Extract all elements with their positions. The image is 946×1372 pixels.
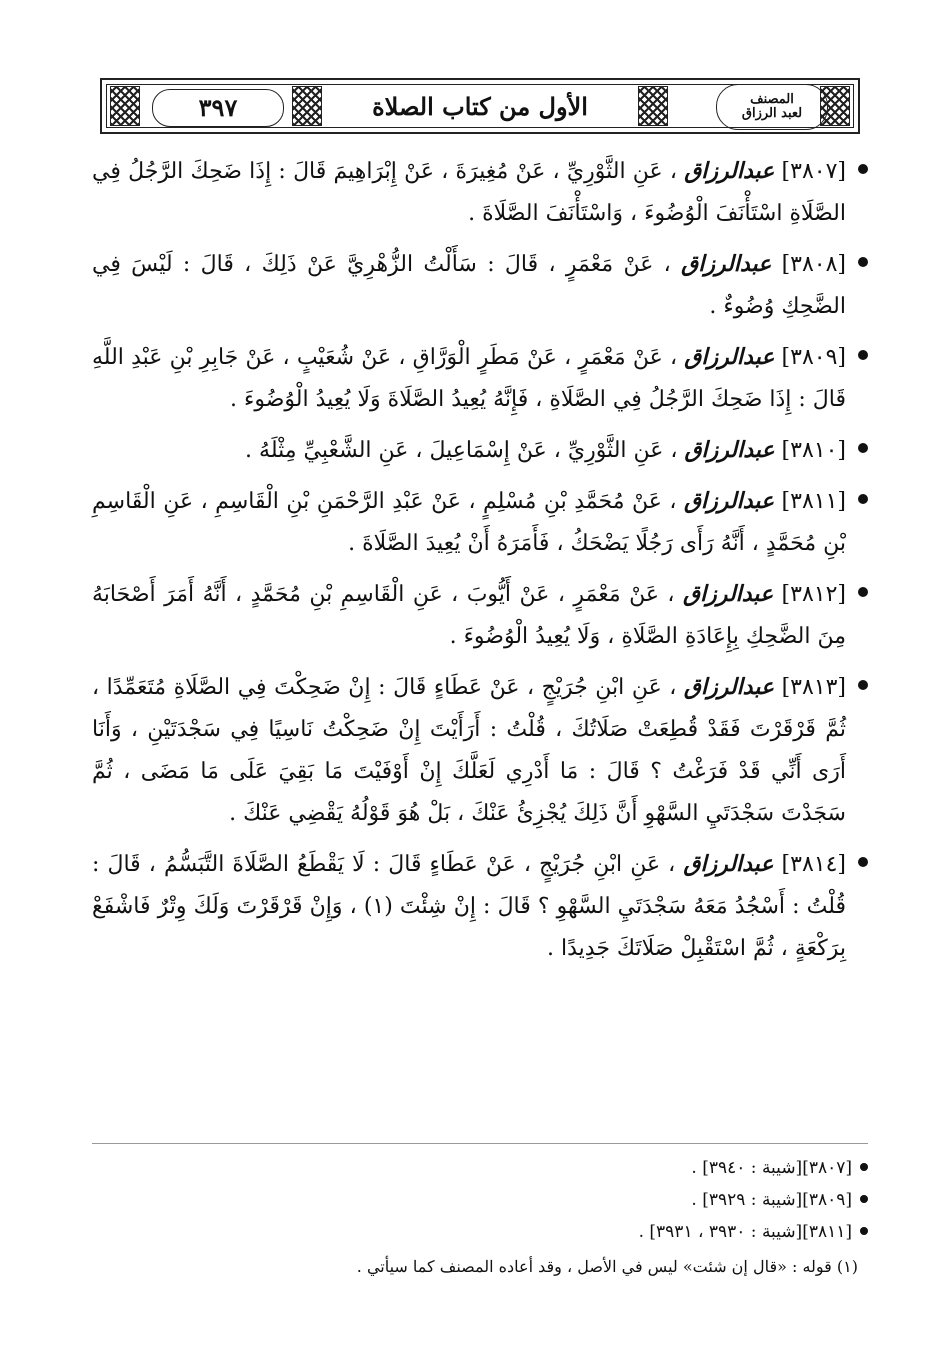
ornament-right-inner [638, 86, 668, 126]
ornament-left-inner [292, 86, 322, 126]
hadith-number: [٣٨١٢] [781, 582, 846, 607]
bullet-icon [860, 1227, 868, 1235]
hadith-source: عبدالرزاق [683, 488, 775, 514]
cross-reference-text: [٣٨٠٧][شيبة : ٣٩٤٠] . [691, 1158, 852, 1178]
page-number: ٣٩٧ [152, 89, 284, 127]
bullet-icon [858, 257, 868, 267]
hadith-text: ، عَنِ ابْنِ جُرَيْجٍ ، عَنْ عَطَاءٍ قَالَ : لَا يَقْطَعُ الصَّلَاةَ التَّبَسُّمُ ، قَالَ : قُلْتُ : أَسْجُدُ مَعَهُ سَجْدَتَيِ السَّهْوِ ؟ قَالَ : إِنْ شِئْتَ (١) ، وَإِنْ قَرْقَرْتَ وَلَكَ وِتْرٌ فَاشْفَعْ بِرَكْعَةٍ ، ثُمَّ اسْتَقْبِلْ صَلَاتَكَ جَدِيدًا . [92, 852, 846, 961]
hadith-text: ، عَنِ الثَّوْرِيِّ ، عَنْ مُغِيرَةَ ، عَنْ إِبْرَاهِيمَ قَالَ : إِذَا ضَحِكَ الرَّجُلُ فِي الصَّلَاةِ اسْتَأْنَفَ الْوُضُوءَ ، وَاسْتَأْنَفَ الصَّلَاةَ . [92, 159, 846, 226]
bullet-icon [858, 857, 868, 867]
cross-reference [92, 1216, 868, 1248]
bullet-icon [858, 680, 868, 690]
hadith-text: ، عَنِ ابْنِ جُرَيْجٍ ، عَنْ عَطَاءٍ قَالَ : إِنْ ضَحِكْتَ فِي الصَّلَاةِ مُتَعَمِّدًا ، ثُمَّ قَرْقَرْتَ فَقَدْ قُطِعَتْ صَلَاتُكَ ، قُلْتُ : أَرَأَيْتَ إِنْ ضَحِكْتُ نَاسِيًا فِي سَجْدَتَيْنِ ، وَأَنَا أَرَى أَنِّي قَدْ فَرَغْتُ ؟ قَالَ : مَا أَدْرِي لَعَلَّكَ إِنْ أَوْفَيْتَ مَا بَقِيَ عَلَى مَا مَضَى ، ثُمَّ سَجَدْتَ سَجْدَتَيِ السَّهْوِ أَنَّ ذَلِكَ يُجْزِئُ عَنْكَ ، بَلْ هُوَ قَوْلُهُ يَقْضِي عَنْكَ . [92, 675, 846, 826]
bullet-icon [858, 443, 868, 453]
footnote-divider [92, 1143, 868, 1144]
logo-line-1: المصنف [750, 92, 794, 107]
bullet-icon [860, 1163, 868, 1171]
cross-reference-text: [٣٨٠٩][شيبة : ٣٩٢٩] . [691, 1190, 852, 1210]
bullet-icon [858, 350, 868, 360]
hadith-entry [92, 480, 868, 565]
hadith-number: [٣٨١٣] [781, 675, 847, 700]
chapter-title: الأول من كتاب الصلاة [372, 92, 588, 121]
hadith-text: ، عَنِ الثَّوْرِيِّ ، عَنْ إِسْمَاعِيلَ ، عَنِ الشَّعْبِيِّ مِثْلَهُ . [245, 438, 678, 463]
hadith-source: عبدالرزاق [683, 581, 774, 607]
hadith-number: [٣٨١١] [781, 489, 846, 514]
hadith-text: ، عَنْ مُحَمَّدِ بْنِ مُسْلِمٍ ، عَنْ عَبْدِ الرَّحْمَنِ بْنِ الْقَاسِمِ ، عَنِ الْقَاسِمِ بْنِ مُحَمَّدٍ ، أَنَّهُ رَأَى رَجُلًا يَضْحَكُ ، فَأَمَرَهُ أَنْ يُعِيدَ الصَّلَاةَ . [92, 489, 846, 556]
cross-reference-text: [٣٨١١][شيبة : ٣٩٣٠ ، ٣٩٣١] . [638, 1222, 852, 1242]
hadith-number: [٣٨٠٧] [781, 159, 846, 184]
book-logo [716, 84, 828, 130]
logo-line-2: لعبد الرزاق [741, 106, 803, 121]
hadith-source: عبدالرزاق [684, 344, 775, 370]
hadith-number: [٣٨١٤] [781, 852, 846, 877]
hadith-number: [٣٨٠٨] [781, 252, 847, 277]
hadith-entry [92, 573, 868, 658]
hadith-source: عبدالرزاق [683, 851, 774, 877]
bullet-icon [858, 494, 868, 504]
hadith-entry [92, 336, 868, 421]
hadith-source: عبدالرزاق [683, 674, 774, 700]
footnote: (١) قوله : «قال إن شئت» ليس في الأصل ، وقد أعاده المصنف كما سيأتي . [356, 1257, 858, 1276]
hadith-text: ، عَنْ مَعْمَرٍ ، قَالَ : سَأَلْتُ الزُّهْرِيَّ عَنْ ذَلِكَ ، قَالَ : لَيْسَ فِي الضَّحِكِ وُضُوءٌ . [92, 252, 846, 319]
bullet-icon [858, 164, 868, 174]
footnotes [92, 1152, 868, 1282]
hadith-entry [92, 666, 868, 835]
hadith-text: ، عَنْ مَعْمَرٍ ، عَنْ أَيُّوبَ ، عَنِ الْقَاسِمِ بْنِ مُحَمَّدٍ ، أَنَّهُ أَمَرَ أَصْحَابَهُ مِنَ الضَّحِكِ بِإِعَادَةِ الصَّلَاةِ ، وَلَا يُعِيدُ الْوُضُوءَ . [92, 582, 846, 649]
hadith-entry [92, 429, 868, 472]
hadith-text: ، عَنْ مَعْمَرٍ ، عَنْ مَطَرٍ الْوَرَّاقِ ، عَنْ شُعَيْبٍ ، عَنْ جَابِرِ بْنِ عَبْدِ اللَّهِ قَالَ : إِذَا ضَحِكَ الرَّجُلُ فِي الصَّلَاةِ ، فَإِنَّهُ يُعِيدُ الصَّلَاةَ وَلَا يُعِيدُ الْوُضُوءَ . [92, 345, 846, 412]
hadith-source: عبدالرزاق [684, 158, 775, 184]
ornament-left [110, 86, 140, 126]
hadith-source: عبدالرزاق [684, 437, 775, 463]
hadith-source: عبدالرزاق [681, 251, 772, 277]
hadith-body [92, 150, 868, 978]
cross-reference [92, 1152, 868, 1184]
hadith-number: [٣٨٠٩] [781, 345, 846, 370]
hadith-number: [٣٨١٠] [781, 438, 846, 463]
cross-reference [92, 1184, 868, 1216]
hadith-entry [92, 243, 868, 328]
hadith-entry [92, 150, 868, 235]
bullet-icon [858, 587, 868, 597]
bullet-icon [860, 1195, 868, 1203]
hadith-entry [92, 843, 868, 970]
page-header [100, 78, 860, 134]
